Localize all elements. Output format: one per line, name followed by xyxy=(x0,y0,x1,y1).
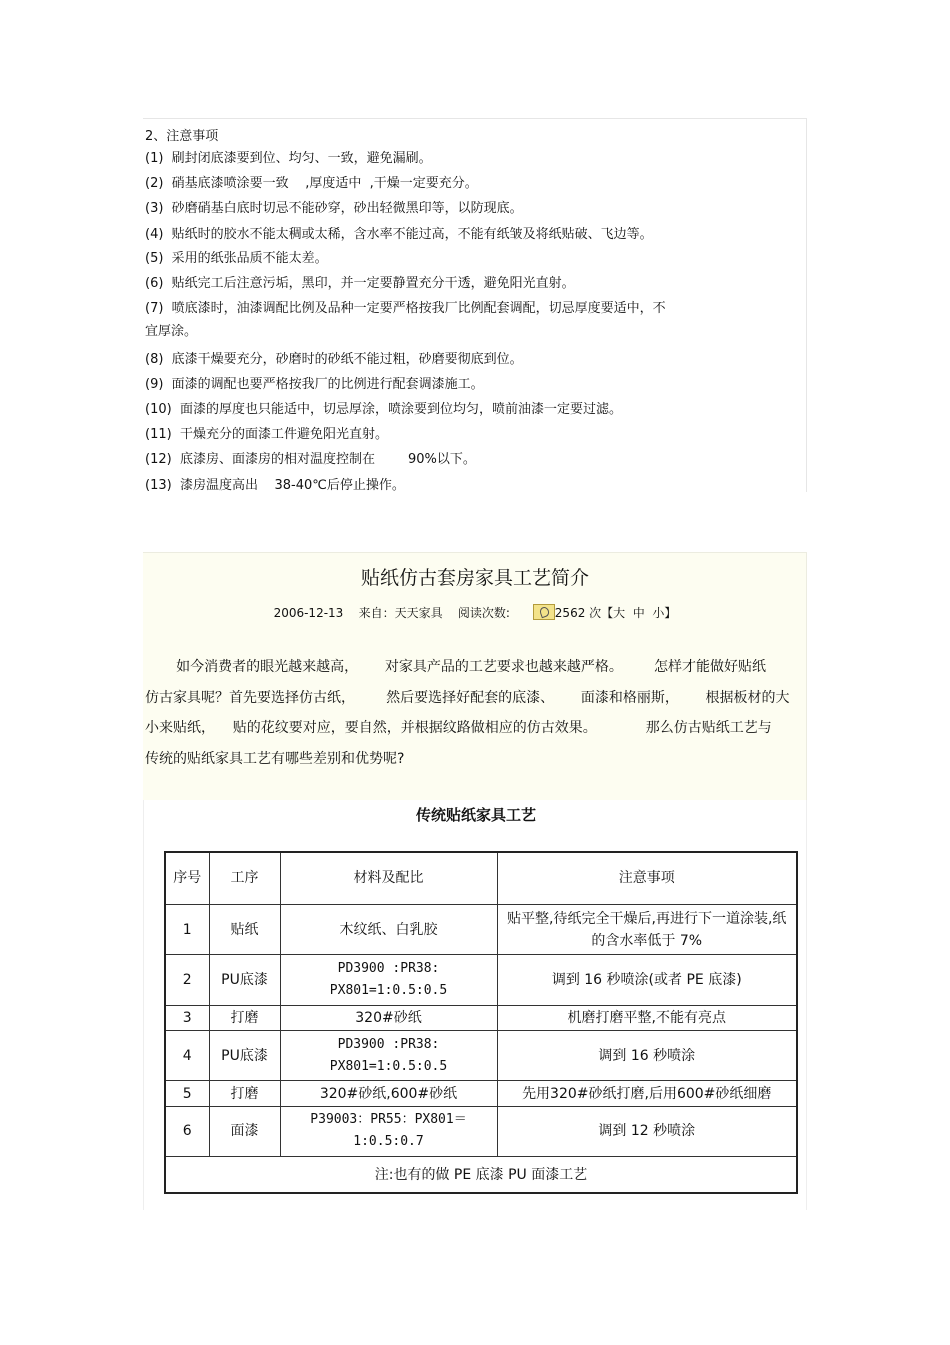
header-note: 注意事项 xyxy=(497,852,797,904)
cell-material: PD3900 :PR38: PX801=1:0.5:0.5 xyxy=(280,1031,497,1081)
note-item: (7) 喷底漆时，油漆调配比例及品种一定要严格按我厂比例配套调配，切忌厚度要适中，不 xyxy=(145,301,666,316)
note-item: (1) 刷封闭底漆要到位、均匀、一致，避免漏刷。 xyxy=(145,151,432,166)
table-title: 传统贴纸家具工艺 xyxy=(415,806,536,824)
table-header-row xyxy=(165,852,797,904)
header-no: 序号 xyxy=(165,852,209,904)
paragraph-line: 仿古家具呢？首先要选择仿古纸， 然后要选择好配套的底漆、 面漆和格丽斯， 根据板材的大 xyxy=(145,690,790,706)
note-item: (9) 面漆的调配也要严格按我厂的比例进行配套调漆施工。 xyxy=(145,377,484,392)
notes-heading: 2、注意事项 xyxy=(145,129,219,144)
cell-no: 2 xyxy=(165,955,209,1005)
article-source: 来自：天天家具 xyxy=(358,606,443,620)
article-meta xyxy=(143,604,807,621)
note-item: (4) 贴纸时的胶水不能太稠或太稀，含水率不能过高，不能有纸皱及将纸贴破、飞边等。 xyxy=(145,227,653,242)
paragraph-line: 传统的贴纸家具工艺有哪些差别和优势呢? xyxy=(145,751,405,767)
cell-step: 打磨 xyxy=(209,1081,280,1106)
cell-no: 5 xyxy=(165,1081,209,1106)
cell-material: 320#砂纸,600#砂纸 xyxy=(280,1081,497,1106)
table-row xyxy=(165,955,797,1005)
table-row xyxy=(165,1005,797,1030)
table-row xyxy=(165,1031,797,1081)
note-item: (10) 面漆的厚度也只能适中，切忌厚涂，喷涂要到位均匀，喷前油漆一定要过滤。 xyxy=(145,402,622,417)
header-material: 材料及配比 xyxy=(280,852,497,904)
header-step: 工序 xyxy=(209,852,280,904)
cell-no: 6 xyxy=(165,1106,209,1156)
article-date: 2006-12-13 xyxy=(273,606,344,620)
note-item: (11) 干燥充分的面漆工件避免阳光直射。 xyxy=(145,427,388,442)
note-item: (3) 砂磨硝基白底时切忌不能砂穿，砂出轻微黑印等，以防现底。 xyxy=(145,201,523,216)
cell-material: P39003：PR55：PX801＝ 1:0.5:0.7 xyxy=(280,1106,497,1156)
process-table-section xyxy=(143,800,807,1210)
process-table xyxy=(164,851,798,1194)
note-item: (2) 硝基底漆喷涂要一致 ,厚度适中 ,干燥一定要充分。 xyxy=(145,176,478,191)
article-section xyxy=(143,552,807,800)
cell-step: PU底漆 xyxy=(209,955,280,1005)
font-size-links[interactable]: 次【大 中 小】 xyxy=(589,606,677,620)
cell-note: 调到 16 秒喷涂 xyxy=(497,1031,797,1081)
views-label: 阅读次数: xyxy=(457,606,510,620)
cell-material: 320#砂纸 xyxy=(280,1005,497,1030)
cell-material: 木纹纸、白乳胶 xyxy=(280,904,497,954)
article-title: 贴纸仿古套房家具工艺简介 xyxy=(360,567,589,589)
cell-note: 贴平整,待纸完全干燥后,再进行下一道涂装,纸的含水率低于 7% xyxy=(497,904,797,954)
notes-section xyxy=(143,118,807,492)
views-count: 2562 xyxy=(554,606,586,620)
note-item: (6) 贴纸完工后注意污垢，黑印，并一定要静置充分干透，避免阳光直射。 xyxy=(145,276,575,291)
note-item: (8) 底漆干燥要充分，砂磨时的砂纸不能过粗，砂磨要彻底到位。 xyxy=(145,352,523,367)
cell-no: 1 xyxy=(165,904,209,954)
paragraph-line: 小来贴纸， 贴的花纹要对应，要自然，并根据纹路做相应的仿古效果。 那么仿古贴纸工艺与 xyxy=(145,720,772,736)
note-item: (12) 底漆房、面漆房的相对温度控制在 90%以下。 xyxy=(145,452,476,467)
cell-step: 面漆 xyxy=(209,1106,280,1156)
note-item: (5) 采用的纸张品质不能太差。 xyxy=(145,251,328,266)
cell-step: PU底漆 xyxy=(209,1031,280,1081)
table-row xyxy=(165,1106,797,1156)
cell-note: 调到 12 秒喷涂 xyxy=(497,1106,797,1156)
cell-note: 先用320#砂纸打磨,后用600#砂纸细磨 xyxy=(497,1081,797,1106)
note-item-continued: 宜厚涂。 xyxy=(145,324,198,339)
cell-no: 4 xyxy=(165,1031,209,1081)
cell-no: 3 xyxy=(165,1005,209,1030)
table-footnote-row xyxy=(165,1157,797,1193)
note-item: (13) 漆房温度高出 38-40℃后停止操作。 xyxy=(145,478,405,493)
view-count-icon xyxy=(533,604,555,620)
paragraph-line: 如今消费者的眼光越来越高， 对家具产品的工艺要求也越来越严格。 怎样才能做好贴纸 xyxy=(145,659,767,675)
cell-material: PD3900 :PR38: PX801=1:0.5:0.5 xyxy=(280,955,497,1005)
table-row xyxy=(165,904,797,954)
table-footnote: 注:也有的做 PE 底漆 PU 面漆工艺 xyxy=(165,1157,797,1193)
table-row xyxy=(165,1081,797,1106)
cell-step: 贴纸 xyxy=(209,904,280,954)
cell-note: 调到 16 秒喷涂(或者 PE 底漆) xyxy=(497,955,797,1005)
cell-step: 打磨 xyxy=(209,1005,280,1030)
cell-note: 机磨打磨平整,不能有亮点 xyxy=(497,1005,797,1030)
